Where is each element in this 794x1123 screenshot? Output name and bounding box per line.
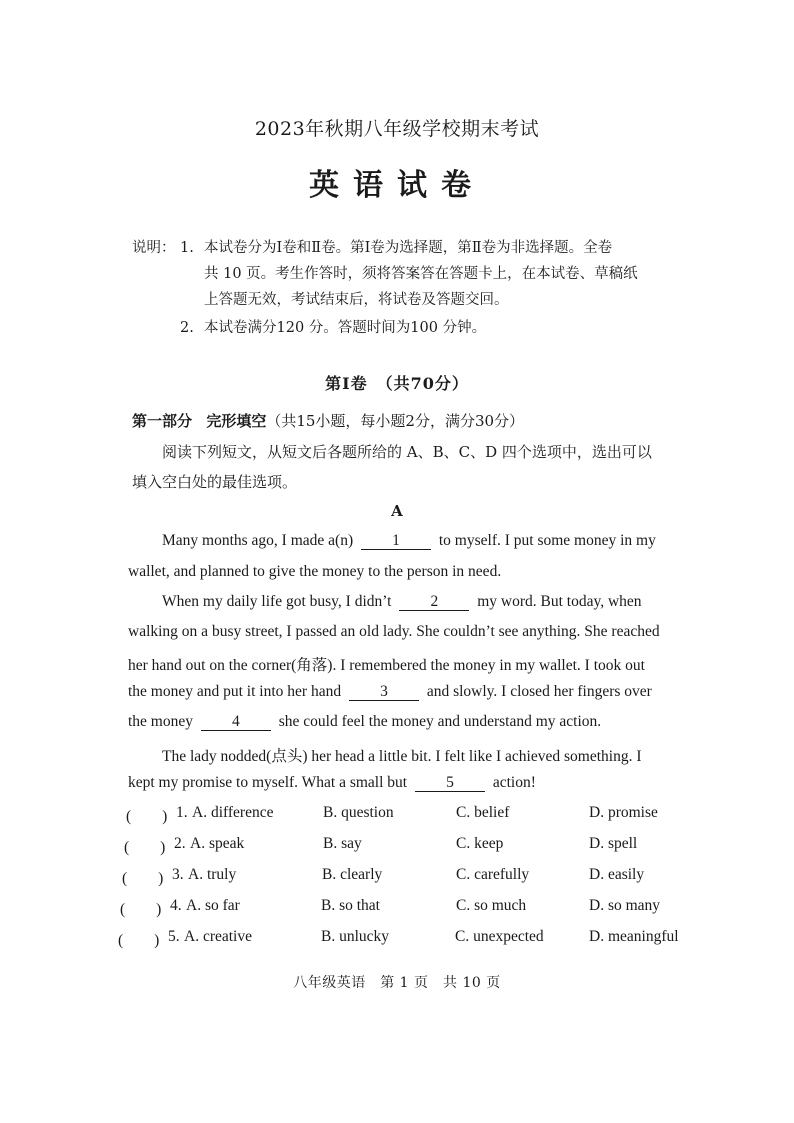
passage-line: her hand out on the corner(角落). I remembered the money in my wallet. I took out (128, 657, 645, 674)
passage-text: to myself. I put some money in my (438, 532, 656, 549)
instructions-label: 说明： (132, 240, 176, 256)
passage-line (128, 774, 698, 792)
passage-text: she could feel the money and understand my action. (278, 713, 602, 730)
option-c: C. carefully (456, 866, 530, 883)
passage-line (128, 683, 698, 701)
option-c: C. belief (456, 804, 510, 821)
instruction-1-line-3: 上答题无效，考试结束后，将试卷及答题交回。 (204, 292, 509, 308)
option-c: C. so much (456, 897, 527, 914)
option-b: B. say (323, 835, 362, 852)
option-a: A. speak (190, 835, 245, 852)
option-a: A. so far (186, 897, 240, 914)
passage-text: kept my promise to myself. What a small but (128, 774, 408, 791)
passage-text: and slowly. I closed her fingers over (426, 683, 652, 700)
part-note: （共15小题，每小题2分，满分30分） (266, 412, 525, 430)
answer-bracket[interactable]: ( ) (126, 808, 168, 825)
question-number: 3. (172, 866, 184, 883)
passage-line (162, 532, 732, 550)
part-name: 第一部分 (132, 412, 193, 430)
instruction-1-line-2: 共 10 页。考生作答时，须将答案答在答题卡上，在本试卷、草稿纸 (204, 266, 638, 282)
passage-line: walking on a busy street, I passed an old lady. She couldn’t see anything. She reached (128, 623, 660, 640)
option-a: A. difference (192, 804, 274, 821)
blank-2: 2 (399, 594, 469, 611)
option-b: B. clearly (322, 866, 383, 883)
option-d: D. meaningful (589, 928, 679, 945)
option-d: D. easily (589, 866, 645, 883)
answer-bracket[interactable]: ( ) (122, 870, 164, 887)
passage-text: the money (128, 713, 193, 730)
passage-text: my word. But today, when (477, 593, 642, 610)
option-b: B. so that (321, 897, 380, 914)
part-heading (132, 410, 524, 431)
blank-1: 1 (361, 533, 431, 550)
option-b: B. unlucky (321, 928, 390, 945)
passage-text: action! (492, 774, 536, 791)
answer-bracket[interactable]: ( ) (118, 932, 160, 949)
answer-bracket[interactable]: ( ) (120, 901, 162, 918)
question-number: 2. (174, 835, 186, 852)
passage-line (162, 593, 732, 611)
answer-bracket[interactable]: ( ) (124, 839, 166, 856)
instruction-1-line-1: 本试卷分为Ⅰ卷和Ⅱ卷。第Ⅰ卷为选择题，第Ⅱ卷为非选择题。全卷 (204, 240, 613, 256)
question-number: 5. (168, 928, 180, 945)
option-a: A. creative (184, 928, 252, 945)
option-d: D. promise (589, 804, 658, 821)
blank-3: 3 (349, 684, 419, 701)
option-d: D. spell (589, 835, 638, 852)
option-c: C. unexpected (455, 928, 544, 945)
page-footer: 八年级英语 第 1 页 共 10 页 (293, 975, 501, 991)
section-title: 第Ⅰ卷 （共70分） (325, 374, 469, 393)
passage-text: When my daily life got busy, I didn’t (162, 593, 392, 610)
subject-title: 英语试卷 (309, 168, 485, 203)
passage-line: The lady nodded(点头) her head a little bit. I felt like I achieved something. I (162, 748, 642, 765)
passage-title: A (391, 502, 403, 520)
option-c: C. keep (456, 835, 504, 852)
blank-5: 5 (415, 775, 485, 792)
option-d: D. so many (589, 897, 661, 914)
passage-line: wallet, and planned to give the money to the person in need. (128, 563, 502, 580)
question-number: 1. (176, 804, 188, 821)
instruction-2-number: 2. (180, 320, 194, 336)
question-number: 4. (170, 897, 182, 914)
instruction-2-line-1: 本试卷满分120 分。答题时间为100 分钟。 (204, 320, 487, 336)
instruction-1-number: 1. (180, 240, 194, 256)
option-b: B. question (323, 804, 394, 821)
option-a: A. truly (188, 866, 237, 883)
passage-text: the money and put it into her hand (128, 683, 342, 700)
direction-line-2: 填入空白处的最佳选项。 (132, 473, 298, 491)
blank-4: 4 (201, 714, 271, 731)
exam-title: 2023年秋期八年级学校期末考试 (254, 118, 540, 140)
passage-text: Many months ago, I made a(n) (162, 532, 354, 549)
direction-line-1: 阅读下列短文，从短文后各题所给的 A、B、C、D 四个选项中，选出可以 (162, 443, 652, 461)
part-type: 完形填空 (206, 412, 267, 430)
passage-line (128, 713, 698, 731)
